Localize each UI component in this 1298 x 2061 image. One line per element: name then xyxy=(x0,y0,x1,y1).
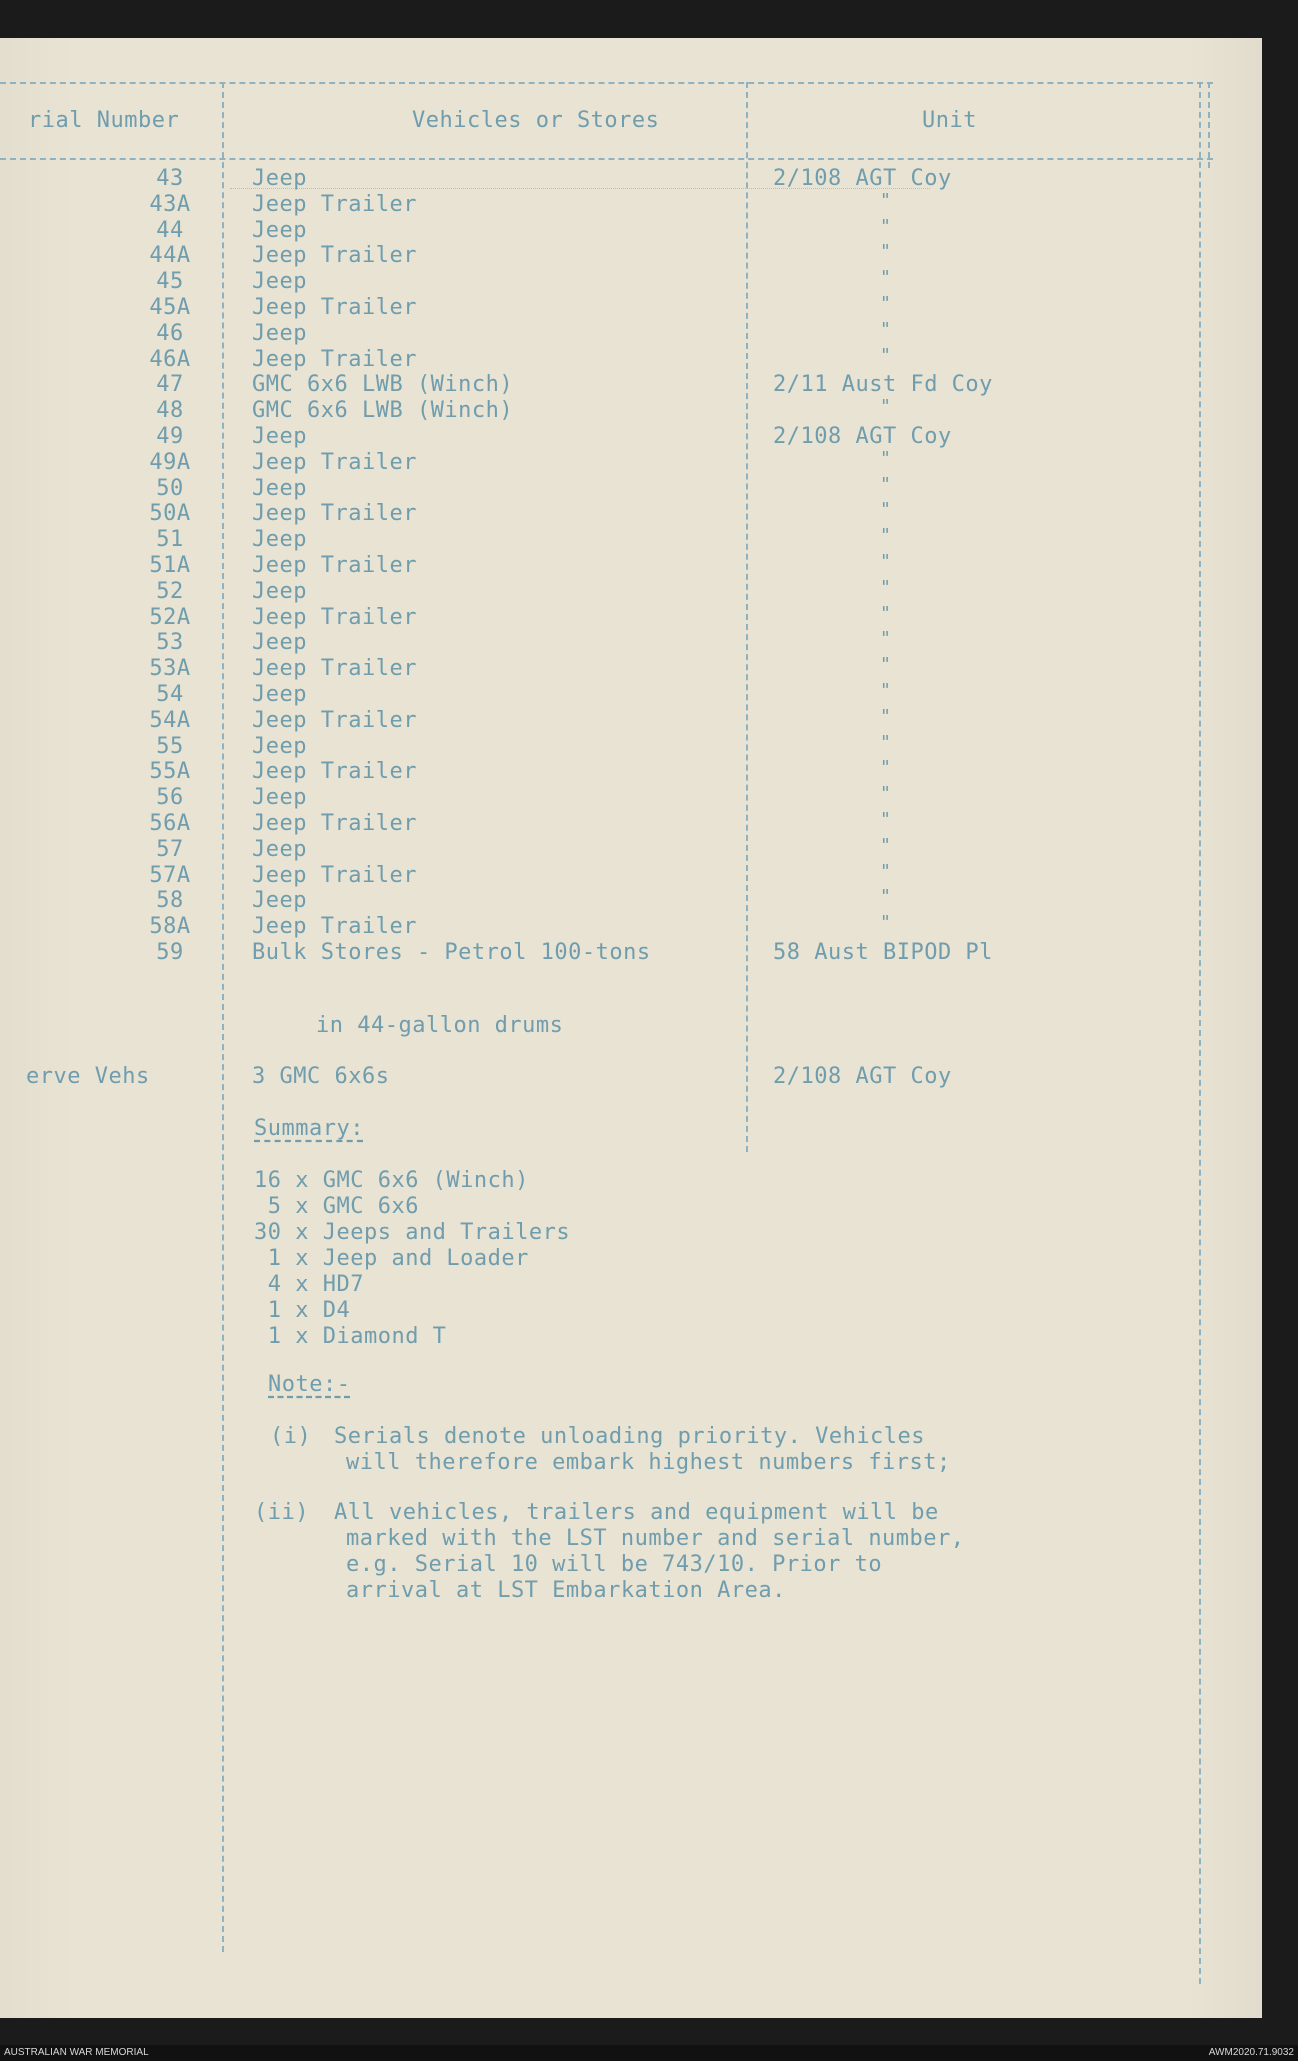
ditto-mark: " xyxy=(880,241,892,263)
serial-cell: 58A xyxy=(149,914,191,940)
reserve-serial: erve Vehs xyxy=(26,1064,150,1089)
item-cell: GMC 6x6 LWB (Winch) xyxy=(252,372,514,398)
item-cell: Jeep xyxy=(252,733,307,759)
ditto-mark: " xyxy=(880,602,892,624)
serial-cell: 59 xyxy=(156,940,184,965)
serial-cell: 54A xyxy=(149,707,191,733)
unit-cell: 58 Aust BIPOD Pl xyxy=(773,940,993,965)
serial-cell: 55A xyxy=(149,759,191,785)
serial-cell: 45 xyxy=(156,269,184,295)
summary-line: 16 x GMC 6x6 (Winch) xyxy=(254,1168,529,1193)
header-unit: Unit xyxy=(922,108,977,133)
item-cell: Jeep Trailer xyxy=(252,243,417,269)
note-line: arrival at LST Embarkation Area. xyxy=(346,1578,786,1603)
summary-line: 5 x GMC 6x6 xyxy=(254,1194,419,1219)
scan-background xyxy=(0,0,1298,38)
serial-cell: 53 xyxy=(156,630,184,656)
serial-cell: 47 xyxy=(156,372,184,398)
item-cell: Jeep Trailer xyxy=(252,295,417,320)
serial-cell: 57 xyxy=(156,836,184,862)
unit-cell: 2/108 AGT Coy xyxy=(773,424,952,449)
note-line: will therefore embark highest numbers first; xyxy=(346,1450,951,1475)
serial-cell: 55 xyxy=(156,733,184,759)
ditto-mark: " xyxy=(880,628,892,650)
unit-cell: 2/11 Aust Fd Coy xyxy=(773,372,993,398)
item-cell: Jeep xyxy=(252,682,307,707)
item-cell: Jeep Trailer xyxy=(252,656,417,682)
serial-cell: 49A xyxy=(149,449,191,475)
item-cell: Jeep xyxy=(252,269,307,295)
ditto-mark: " xyxy=(880,499,892,521)
unit-cell: 2/108 AGT Coy xyxy=(773,166,952,191)
serial-cell: 56 xyxy=(156,785,184,811)
document-page xyxy=(0,38,1262,2018)
serial-cell: 48 xyxy=(156,398,184,424)
serial-cell: 43A xyxy=(149,191,191,217)
item-cell: Jeep Trailer xyxy=(252,191,417,217)
ditto-mark: " xyxy=(880,834,892,856)
ditto-mark: " xyxy=(880,680,892,701)
serial-cell: 58 xyxy=(156,888,184,914)
table-right-rule xyxy=(1199,82,1201,1984)
archive-footer-bar xyxy=(0,2045,1298,2061)
ditto-mark: " xyxy=(880,551,892,572)
serial-cell: 44A xyxy=(149,243,191,269)
item-cell: Jeep Trailer xyxy=(252,862,417,888)
item-cell: Bulk Stores - Petrol 100-tons xyxy=(252,940,651,965)
ditto-mark: " xyxy=(880,654,892,676)
ditto-mark: " xyxy=(880,525,892,547)
ditto-mark: " xyxy=(880,215,892,237)
serial-cell: 49 xyxy=(156,424,184,449)
serial-cell: 45A xyxy=(149,295,191,320)
serial-cell: 51A xyxy=(149,553,191,578)
table-right-rule-outer xyxy=(1208,82,1210,168)
reserve-unit: 2/108 AGT Coy xyxy=(773,1064,952,1089)
summary-line: 4 x HD7 xyxy=(254,1272,364,1297)
item-cell: Jeep xyxy=(252,217,307,243)
ditto-mark: " xyxy=(880,809,892,830)
item-cell: Jeep Trailer xyxy=(252,604,417,630)
item-cell: Jeep Trailer xyxy=(252,346,417,372)
ditto-mark: " xyxy=(880,757,892,779)
note-line: e.g. Serial 10 will be 743/10. Prior to xyxy=(346,1552,883,1577)
note-marker: (i) xyxy=(270,1424,312,1449)
item-cell: Jeep xyxy=(252,785,307,811)
serial-cell: 52A xyxy=(149,604,191,630)
ditto-mark: " xyxy=(880,318,892,340)
ditto-mark: " xyxy=(880,886,892,908)
ditto-mark: " xyxy=(880,731,892,753)
reserve-item: 3 GMC 6x6s xyxy=(252,1064,390,1089)
item-cell: Jeep xyxy=(252,836,307,862)
note-line: marked with the LST number and serial number, xyxy=(346,1526,965,1551)
item-cell: Jeep Trailer xyxy=(252,707,417,733)
item-cell: Jeep xyxy=(252,888,307,914)
note-marker: (ii) xyxy=(254,1500,309,1525)
ditto-mark: " xyxy=(880,293,892,314)
summary-line: 30 x Jeeps and Trailers xyxy=(254,1220,571,1245)
serial-cell: 53A xyxy=(149,656,191,682)
item-cell: Jeep xyxy=(252,630,307,656)
ditto-mark: " xyxy=(880,783,892,805)
serial-cell: 43 xyxy=(156,166,184,191)
footer-institution: AUSTRALIAN WAR MEMORIAL xyxy=(4,2047,149,2058)
item-cell: Jeep Trailer xyxy=(252,914,417,940)
serial-cell: 52 xyxy=(156,578,184,604)
item-cell: Jeep Trailer xyxy=(252,759,417,785)
item-cell: Jeep xyxy=(252,475,307,501)
serial-cell: 46A xyxy=(149,346,191,372)
serial-cell: 50 xyxy=(156,475,184,501)
summary-line: 1 x Diamond T xyxy=(254,1324,447,1349)
serial-cell: 51 xyxy=(156,527,184,553)
header-vehicles-or-stores: Vehicles or Stores xyxy=(412,108,660,133)
header-bottom-rule xyxy=(0,158,1213,160)
summary-heading: Summary: xyxy=(254,1116,364,1141)
serial-cell: 54 xyxy=(156,682,184,707)
column-divider-2 xyxy=(746,82,748,1152)
ditto-mark: " xyxy=(880,447,892,469)
row-59-continuation: in 44-gallon drums xyxy=(316,1013,564,1038)
item-cell: Jeep xyxy=(252,320,307,346)
summary-line: 1 x D4 xyxy=(254,1298,351,1323)
header-serial-number: rial Number xyxy=(28,108,180,133)
footer-accession-number: AWM2020.71.9032 xyxy=(1208,2047,1294,2058)
serial-cell: 57A xyxy=(149,862,191,888)
note-line: Serials denote unloading priority. Vehicles xyxy=(334,1424,926,1449)
ditto-mark: " xyxy=(880,705,892,727)
item-cell: Jeep Trailer xyxy=(252,811,417,836)
ditto-mark: " xyxy=(880,860,892,882)
ditto-mark: " xyxy=(880,189,892,211)
ditto-mark: " xyxy=(880,344,892,366)
ditto-mark: " xyxy=(880,267,892,289)
serial-cell: 50A xyxy=(149,501,191,527)
ditto-mark: " xyxy=(880,912,892,934)
item-cell: Jeep Trailer xyxy=(252,449,417,475)
note-heading: Note:- xyxy=(268,1372,351,1397)
ditto-mark: " xyxy=(880,396,892,418)
serial-cell: 46 xyxy=(156,320,184,346)
note-line: All vehicles, trailers and equipment will be xyxy=(334,1500,939,1525)
ditto-mark: " xyxy=(880,473,892,495)
summary-line: 1 x Jeep and Loader xyxy=(254,1246,529,1271)
serial-cell: 44 xyxy=(156,217,184,243)
ditto-mark: " xyxy=(880,576,892,598)
table-top-rule xyxy=(0,82,1213,84)
serial-cell: 56A xyxy=(149,811,191,836)
item-cell: GMC 6x6 LWB (Winch) xyxy=(252,398,514,424)
item-cell: Jeep xyxy=(252,424,307,449)
item-cell: Jeep xyxy=(252,527,307,553)
item-cell: Jeep xyxy=(252,166,307,191)
item-cell: Jeep Trailer xyxy=(252,553,417,578)
item-cell: Jeep xyxy=(252,578,307,604)
item-cell: Jeep Trailer xyxy=(252,501,417,527)
